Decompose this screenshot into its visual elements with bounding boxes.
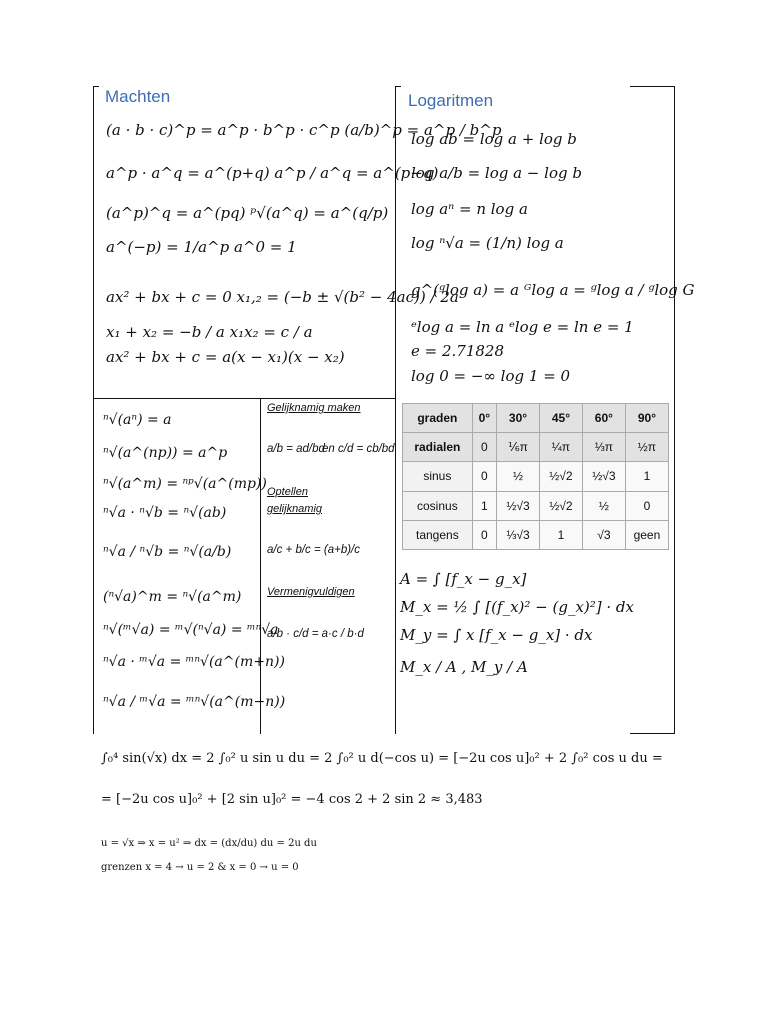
machten-formula-3: (a^p)^q = a^(pq) ᵖ√(a^q) = a^(q/p) [106,204,389,222]
frame-mid-tick [395,86,401,87]
root-formula-4: ⁿ√a · ⁿ√b = ⁿ√(ab) [103,505,227,521]
trig-row-label: cosinus [403,491,473,520]
frame-right-top [630,86,675,87]
optellen-heading-2: gelijknamig [267,503,323,515]
root-formula-2: ⁿ√(a^(np)) = a^p [103,445,228,461]
frame-divider-fractions [260,398,261,734]
integral-my: M_y = ∫ x [f_x − g_x] · dx [400,626,593,644]
integral-centroid: M_x / A , M_y / A [400,658,528,676]
trig-cell: 0 [472,520,496,549]
trig-cell: ⅙π [497,433,540,462]
gelijknamig-en: en [322,443,335,455]
optellen-heading: Optellen [267,486,308,498]
trig-cell: 0 [472,433,496,462]
machten-formula-4: a^(−p) = 1/a^p a^0 = 1 [106,238,297,256]
frame-left-top-tick [93,86,99,87]
gelijknamig-heading: Gelijknamig maken [267,402,361,414]
trig-cell: 0 [625,491,668,520]
integral-mx: M_x = ½ ∫ [(f_x)² − (g_x)²] · dx [400,598,634,616]
trig-cell: ½√2 [539,462,582,491]
optellen-formula: a/c + b/c = (a+b)/c [267,544,361,556]
machten-formula-1: (a · b · c)^p = a^p · b^p · c^p (a/b)^p = a^p / b^p [106,121,502,139]
log-formula-2: log a/b = log a − log b [411,164,582,182]
trig-table-row [403,520,669,549]
log-formula-6: ᵉlog a = ln a ᵉlog e = ln e = 1 [411,318,634,336]
trig-cell: ½ [582,491,625,520]
frame-mid-vertical [395,86,396,734]
log-formula-1: log ab = log a + log b [411,130,577,148]
trig-cell: 0 [472,462,496,491]
root-formula-5: ⁿ√a / ⁿ√b = ⁿ√(a/b) [103,544,232,560]
trig-cell: ⅓√3 [497,520,540,549]
gelijknamig-formula-left: a/b = ad/bd [267,443,325,455]
machten-heading: Machten [105,87,171,106]
vermenigvuldigen-formula: a/b · c/d = a·c / b·d [267,628,364,640]
trig-cell: ½√3 [497,491,540,520]
frame-right-vertical [674,86,675,734]
trig-row-label: radialen [403,433,473,462]
log-formula-3: log aⁿ = n log a [411,200,528,218]
trig-header-cell: graden [403,404,473,433]
trig-cell: ⅓π [582,433,625,462]
root-formula-6: (ⁿ√a)^m = ⁿ√(a^m) [103,589,242,605]
root-formula-3: ⁿ√(a^m) = ⁿᵖ√(a^(mp)) [103,476,267,492]
machten-formula-7: ax² + bx + c = a(x − x₁)(x − x₂) [106,348,345,366]
frame-right-bottom [630,733,675,734]
root-formula-7: ⁿ√(ᵐ√a) = ᵐ√(ⁿ√a) = ᵐⁿ√a [103,622,279,638]
trig-header-cell: 30° [497,404,540,433]
trig-header-cell: 0° [472,404,496,433]
frame-left-top [93,86,94,398]
trig-cell: 1 [539,520,582,549]
machten-formula-5: ax² + bx + c = 0 x₁,₂ = (−b ± √(b² − 4ac)) / 2a [106,288,459,306]
grenzen-line: grenzen x = 4 → u = 2 & x = 0 → u = 0 [101,862,299,873]
trig-cell: ½√2 [539,491,582,520]
trig-table-row [403,462,669,491]
logaritmen-heading: Logaritmen [408,91,494,110]
log-formula-5: g^(ᵍlog a) = a ᴳlog a = ᵍlog a / ᵍlog G [411,281,695,299]
trig-cell: 1 [472,491,496,520]
vermenigvuldigen-heading: Vermenigvuldigen [267,586,355,598]
trig-cell: ½ [497,462,540,491]
trig-table-row [403,433,669,462]
root-formula-8: ⁿ√a · ᵐ√a = ᵐⁿ√(a^(m+n)) [103,654,285,670]
trig-header-cell: 90° [625,404,668,433]
gelijknamig-formula-right: c/d = cb/bd [338,443,395,455]
trig-header-cell: 45° [539,404,582,433]
root-formula-9: ⁿ√a / ᵐ√a = ᵐⁿ√(a^(m−n)) [103,694,286,710]
frame-left-bottom [93,398,94,734]
calculation-line-2: = [−2u cos u]₀² + [2 sin u]₀² = −4 cos 2 + 2 sin 2 ≈ 3,483 [101,792,483,807]
root-formula-1: ⁿ√(aⁿ) = a [103,412,172,428]
substitution-line: u = √x ⇒ x = u² ⇒ dx = (dx/du) du = 2u du [101,838,317,849]
trig-cell: √3 [582,520,625,549]
trig-cell: 1 [625,462,668,491]
trig-header-cell: 60° [582,404,625,433]
integral-area: A = ∫ [f_x − g_x] [400,570,527,588]
log-formula-7: e = 2.71828 [411,342,505,360]
trig-cell: geen [625,520,668,549]
trig-cell: ½π [625,433,668,462]
calculation-line-1: ∫₀⁴ sin(√x) dx = 2 ∫₀² u sin u du = 2 ∫₀² u d(−cos u) = [−2u cos u]₀² + 2 ∫₀² cos u du = [101,751,663,766]
log-formula-8: log 0 = −∞ log 1 = 0 [411,367,571,385]
machten-formula-2: a^p · a^q = a^(p+q) a^p / a^q = a^(p−q) [106,164,439,182]
machten-formula-6: x₁ + x₂ = −b / a x₁x₂ = c / a [106,323,313,341]
trig-row-label: sinus [403,462,473,491]
trig-table-row [403,491,669,520]
trig-cell: ¼π [539,433,582,462]
log-formula-4: log ⁿ√a = (1/n) log a [411,234,564,252]
frame-horizontal-mid [93,398,395,399]
trig-cell: ½√3 [582,462,625,491]
trig-table-header [403,404,669,433]
trig-table [402,403,669,550]
trig-row-label: tangens [403,520,473,549]
